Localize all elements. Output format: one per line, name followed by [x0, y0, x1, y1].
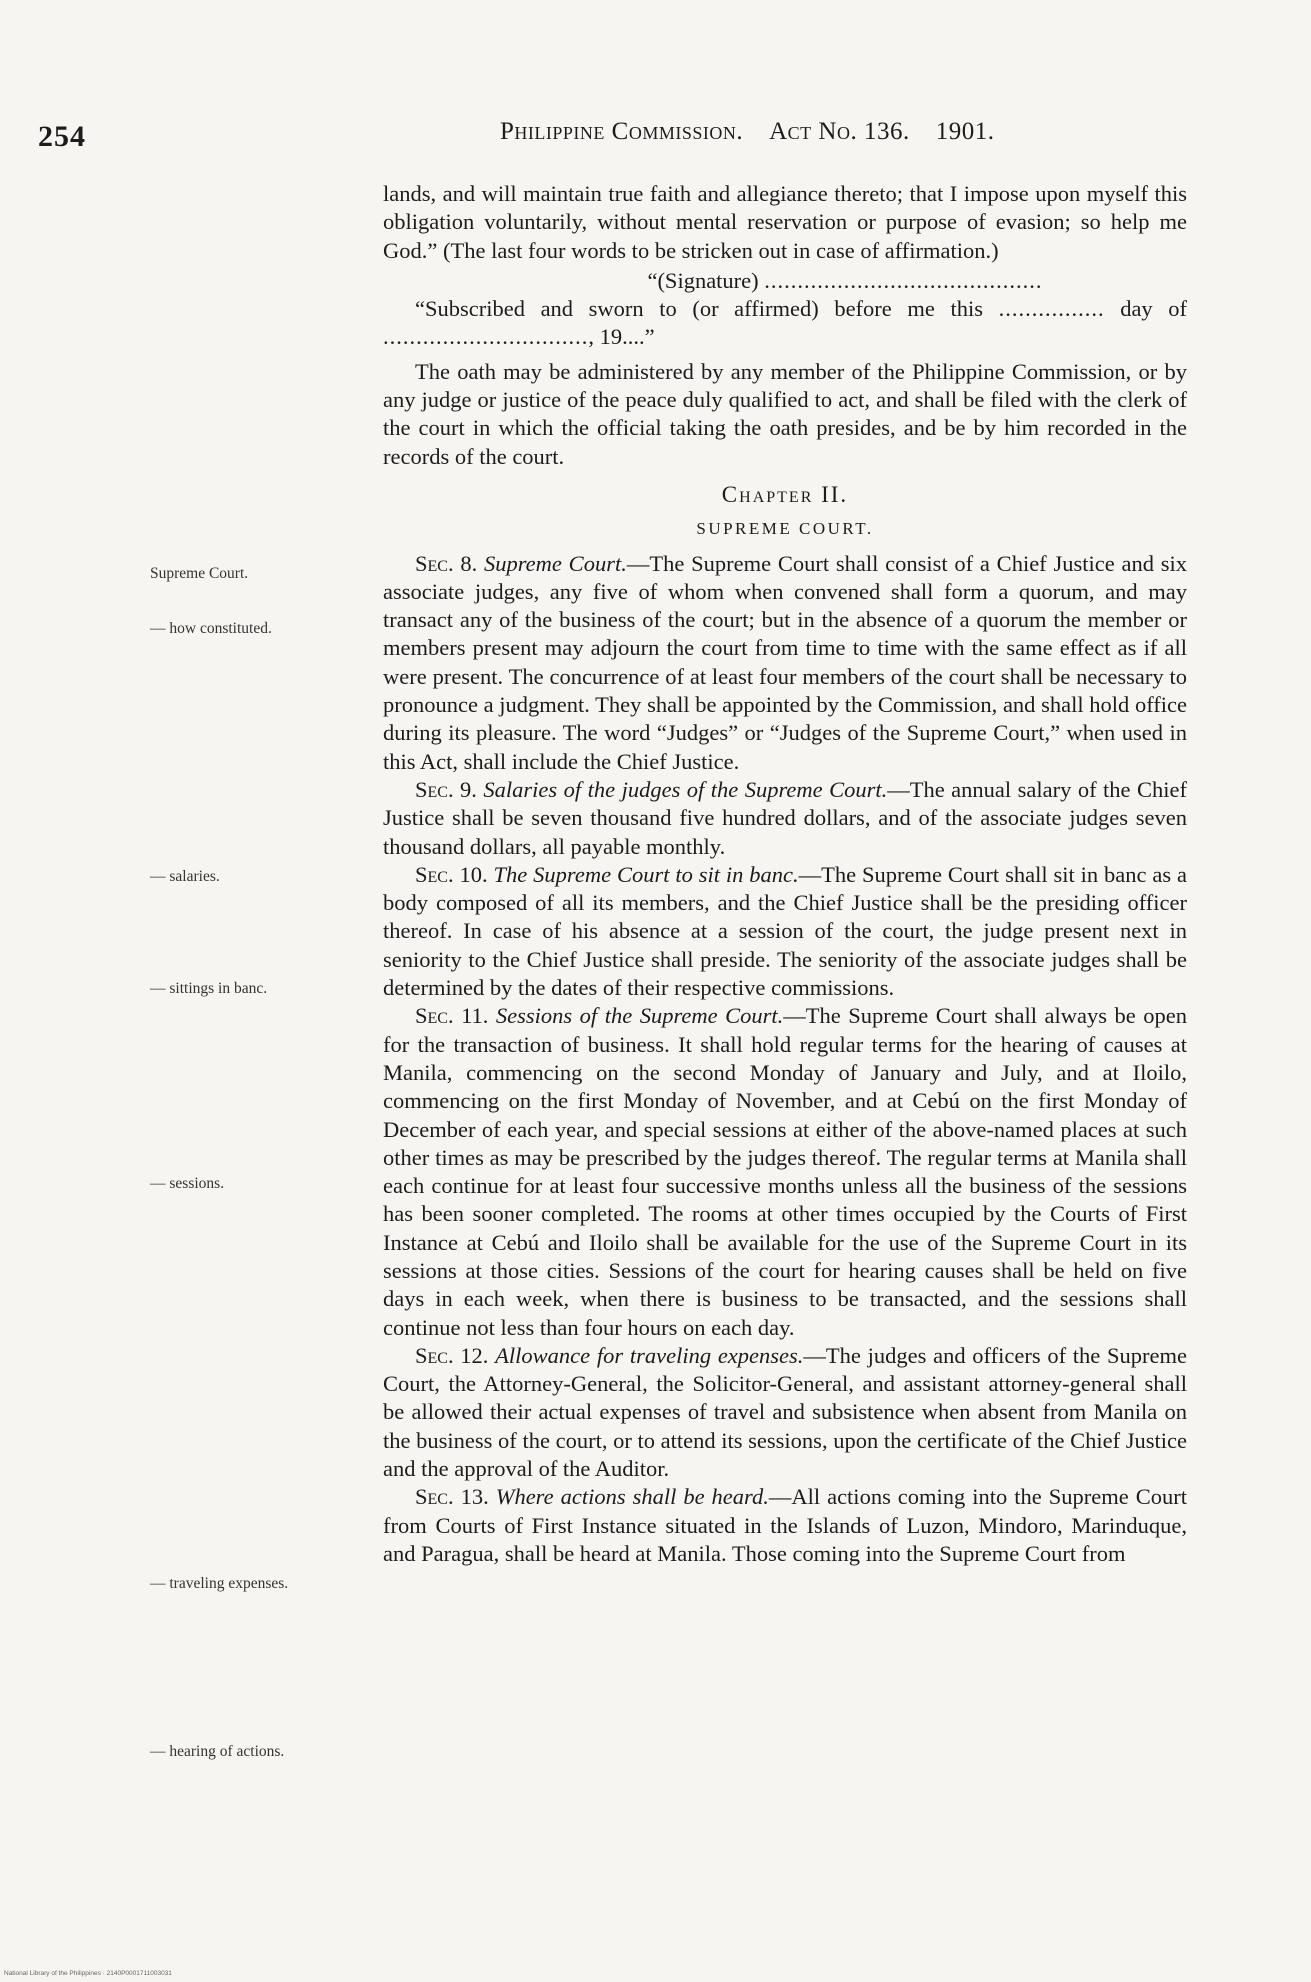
oath-administration-paragraph: The oath may be administered by any member of the Philippine Commission, or by any judge or justice of the peace duly qualified to act, and shall be filed with the clerk of the court in which the official taking the oath presides, and be by him recorded in the records of the court. — [383, 358, 1187, 469]
margin-note-hearing: — hearing of actions. — [150, 1743, 285, 1760]
margin-note-sittings: — sittings in banc. — [150, 980, 268, 997]
section-heading: SUPREME COURT. — [696, 519, 874, 539]
section-9-title: Salaries of the judges of the Supreme Court. — [483, 776, 888, 802]
running-head — [500, 118, 994, 146]
section-8 — [383, 550, 1187, 776]
year-text: , 19....” — [588, 324, 655, 350]
margin-note-supreme-court: Supreme Court. — [150, 565, 249, 582]
section-10-number: Sec. 10. — [415, 861, 488, 887]
section-11 — [383, 1002, 1187, 1342]
section-12-title: Allowance for traveling expenses. — [495, 1342, 804, 1368]
running-head-act: Act No. 136. — [769, 118, 910, 145]
section-8-text: —The Supreme Court shall consist of a Chief Justice and six associate judges, any five of whom when convened shall form a quorum, and may transact any of the business of the court; but in the absence of a quorum the member or members present may adjourn the court from time to time with the same effect as if all were present. The concurrence of at least four members of the court shall be necessary to pronounce a judgment. They shall be appointed by the Commission, and shall hold office during its pleasure. The word “Judges” or “Judges of the Supreme Court,” when used in this Act, shall include the Chief Justice. — [383, 550, 1187, 774]
signature-label: “(Signature) — [647, 267, 759, 293]
margin-note-salaries: — salaries. — [150, 868, 220, 885]
day-of-label: day of — [1120, 296, 1188, 322]
section-13-text: —All actions coming into the Supreme Court from Courts of First Instance situated in the Islands of Luzon, Mindoro, Marinduque, and Paragua, shall be heard at Manila. Those coming into the Supreme Court from — [383, 1484, 1187, 1566]
running-head-title: Philippine Commission. — [500, 118, 744, 145]
section-12-number: Sec. 12. — [415, 1342, 489, 1368]
chapter-heading: Chapter II. — [721, 481, 849, 507]
section-11-text: —The Supreme Court shall always be open for the transaction of business. It shall hold regular terms for the hearing of causes at Manila, commencing on the second Monday of January and July, and at Iloilo, commencing on the first Monday of November, and at Cebú on the first Monday of December of each year, and special sessions at either of the above-named places at such other times as may be prescribed by the judges thereof. The regular terms at Manila shall each continue for at least four successive months unless all the business of the sessions has been sooner completed. The rooms at other times occupied by the Courts of First Instance at Cebú and Iloilo shall be available for the use of the Supreme Court in its sessions at those cities. Sessions of the court for hearing causes shall be held on five days in each week, when there is business to be transacted, and the sessions shall continue not less than four hours on each day. — [383, 1003, 1187, 1340]
signature-dots: .......................................... — [764, 267, 1043, 293]
section-9-text: —The annual salary of the Chief Justice shall be seven thousand five hundred dollars, and of the associate judges seven thousand dollars, all payable monthly. — [383, 776, 1187, 859]
body-text — [383, 180, 1187, 1568]
section-11-number: Sec. 11. — [415, 1003, 489, 1029]
subscribed-text: “Subscribed and sworn to (or affirmed) before me this — [415, 296, 983, 322]
section-9-number: Sec. 9. — [415, 776, 477, 802]
margin-note-traveling: — traveling expenses. — [150, 1575, 289, 1592]
section-11-title: Sessions of the Supreme Court. — [495, 1003, 784, 1029]
page-number: 254 — [38, 120, 86, 153]
subscribed-dots: ................ — [998, 296, 1105, 322]
section-10-text: —The Supreme Court shall sit in banc as a body composed of all its members, and the Chief Justice shall be the presiding officer thereof. In case of his absence at a session of the court, the judge present next in seniority to the Chief Justice shall preside. The seniority of the associate judges shall be determined by the dates of their respective commissions. — [383, 861, 1188, 1001]
oath-continuation-paragraph: lands, and will maintain true faith and allegiance thereto; that I impose upon myself this obligation voluntarily, without mental reservation or purpose of evasion; so help me God.” (The last four words to be stricken out in case of affirmation.) — [383, 181, 1187, 263]
margin-note-sessions: — sessions. — [150, 1175, 225, 1192]
section-8-title: Supreme Court. — [484, 550, 627, 576]
subscribed-line — [383, 295, 1187, 352]
margin-note-how-constituted: — how constituted. — [150, 620, 272, 637]
signature-line — [383, 267, 1187, 295]
running-head-year: 1901. — [935, 118, 995, 145]
section-10 — [383, 861, 1187, 1002]
section-8-number: Sec. 8. — [415, 550, 478, 576]
scan-footer: National Library of the Philippines · 2140P0001711003031 — [4, 1970, 172, 1977]
section-13-number: Sec. 13. — [415, 1484, 489, 1510]
section-9 — [383, 776, 1187, 861]
section-13 — [383, 1483, 1187, 1568]
section-10-title: The Supreme Court to sit in banc. — [493, 861, 799, 887]
day-dots: ............................... — [383, 324, 589, 350]
section-12 — [383, 1342, 1187, 1483]
section-13-title: Where actions shall be heard. — [495, 1484, 769, 1510]
section-12-text: —The judges and officers of the Supreme Court, the Attorney-General, the Solicitor-General, and assistant attorney-general shall be allowed their actual expenses of travel and subsistence when absent from Manila on the business of the court, or to attend its sessions, upon the certificate of the Chief Justice and the approval of the Auditor. — [383, 1342, 1187, 1482]
